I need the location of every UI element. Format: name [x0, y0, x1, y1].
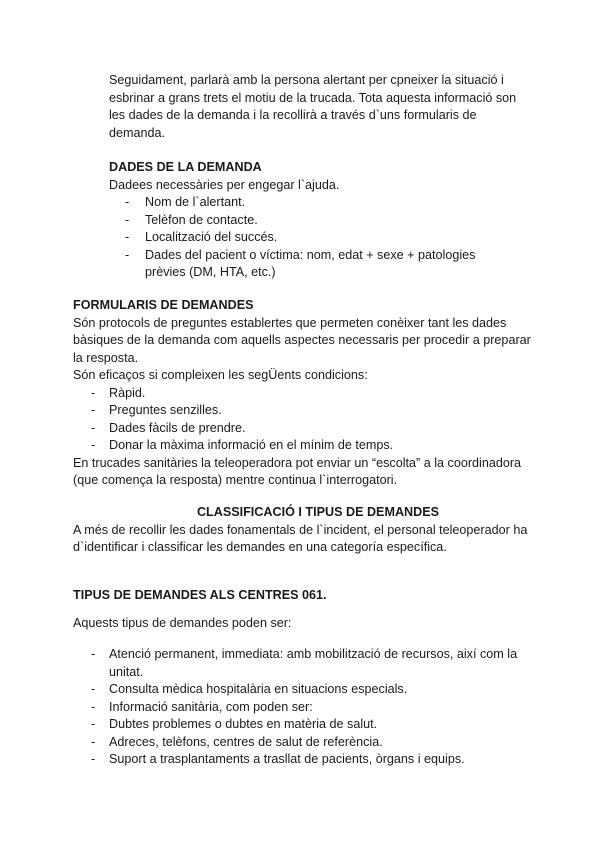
intro-section — [109, 72, 529, 142]
list-item: - Donar la màxima informació en el mínim de temps. — [91, 438, 394, 452]
dades-heading: DADES DE LA DEMANDA — [109, 160, 262, 174]
list-item: - Localització del succés. — [125, 230, 278, 244]
dades-subtitle: Dadees necessàries per engegar l`ajuda. — [109, 177, 340, 192]
tipus-list-wrap — [91, 646, 535, 769]
classificacio-section — [73, 504, 533, 557]
formularis-paragraph-1: Són protocols de preguntes establertes que permeten conèixer tant les dades bàsiques de la demanda com aquells aspectes necessaris per procedir a preparar la resposta. — [73, 315, 531, 365]
list-item: - Consulta mèdica hospitalària en situacions especials. — [91, 682, 408, 696]
classificacio-heading: CLASSIFICACIÓ I TIPUS DE DEMANDES — [196, 505, 440, 519]
formularis-list — [91, 385, 533, 455]
tipus-heading: TIPUS DE DEMANDES ALS CENTRES 061. — [73, 588, 327, 602]
list-item: - Dades fàcils de prendre. — [91, 420, 246, 435]
formularis-paragraph-2: Són eficaços si compleixen les segÜents condicions: — [73, 368, 368, 382]
list-item: - Atenció permanent, immediata: amb mobilització de recursos, així com la unitat. — [91, 647, 518, 679]
formularis-paragraph-3: En trucades sanitàries la teleoperadora pot enviar un “escolta” a la coordinadora (que comença la resposta) mentre continua l`interrogatori. — [73, 455, 522, 487]
list-item: - Nom de l`alertant. — [125, 195, 246, 209]
list-item: - Preguntes senzilles. — [91, 403, 222, 417]
tipus-intro — [73, 615, 533, 633]
intro-paragraph: Seguidament, parlarà amb la persona alertant per cpneixer la situació i esbrinar a grans trets el motiu de la trucada. Tota aquesta informació son les dades de la demanda i la recollirà a través d`uns formularis de demanda. — [109, 73, 517, 140]
tipus-paragraph: Aquests tipus de demandes poden ser: — [73, 616, 292, 630]
dades-list — [125, 194, 529, 282]
list-item: - Suport a trasplantaments a trasllat de pacients, òrgans i equips. — [91, 752, 465, 766]
list-item: - Telèfon de contacte. — [125, 212, 258, 227]
list-item: - Dubtes problemes o dubtes en matèria de salut. — [91, 717, 378, 731]
tipus-section — [73, 587, 533, 605]
list-item: - Ràpid. — [91, 385, 146, 400]
tipus-list — [91, 646, 535, 769]
dades-section — [109, 159, 529, 282]
formularis-heading: FORMULARIS DE DEMANDES — [73, 298, 254, 312]
formularis-section — [73, 297, 533, 490]
list-item: - Adreces, telèfons, centres de salut de referència. — [91, 734, 383, 749]
list-item: - Dades del pacient o víctima: nom, edat + sexe + patologies prèvies (DM, HTA, etc.) — [125, 247, 476, 279]
list-item: - Informació sanitària, com poden ser: — [91, 699, 313, 714]
classificacio-paragraph: A més de recollir les dades fonamentals de l`incident, el personal teleoperador ha d`identificar i classificar les demandes en una categoría específica. — [73, 522, 528, 554]
